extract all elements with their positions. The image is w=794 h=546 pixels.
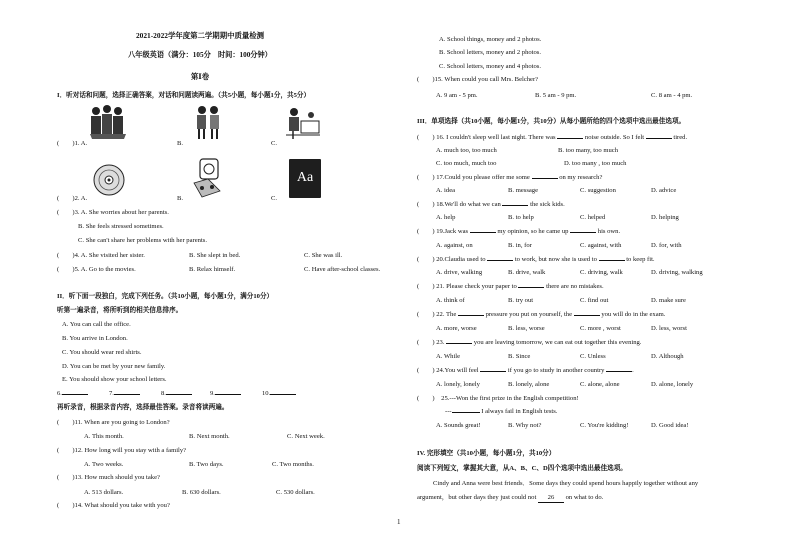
q5-c: C. Have after-school classes. — [304, 266, 381, 273]
q5-a: ( )5. A. Go to the movies. — [57, 266, 136, 273]
blank-10-num: 10. — [262, 390, 271, 397]
s2-option-b: B. You arrive in London. — [62, 335, 128, 342]
q4-a: ( )4. A. She visited her sister. — [57, 252, 145, 259]
answer-blank-9[interactable] — [210, 389, 241, 398]
q17 — [417, 173, 602, 182]
q18-b: B. to help — [508, 214, 534, 221]
q1-c-label: C. — [271, 140, 278, 147]
cloze-blank-26[interactable]: 26 — [538, 493, 564, 503]
q24-c: C. alone, alone — [580, 381, 620, 388]
q13-c: C. 530 dollars. — [276, 489, 315, 496]
people-group-picture — [88, 103, 128, 141]
q21-blank[interactable] — [518, 287, 544, 288]
q21-text-2: there are no mistakes. — [546, 283, 604, 290]
q16-blank-2[interactable] — [646, 138, 672, 139]
q19-d: D. for, with — [651, 242, 682, 249]
q23-text-2: you are leaving tomorrow, we can eat out together this evening. — [473, 339, 642, 346]
q20-text-1: ( ) 20.Claudia used to — [417, 256, 486, 263]
q3-a: ( )3. A. She worries about her parents. — [57, 209, 169, 216]
q13-a: A. 513 dollars. — [84, 489, 124, 496]
q16 — [417, 133, 687, 142]
passage-text-1: argument，but other days they just could not — [417, 494, 537, 501]
q23-d: D. Although — [651, 353, 684, 360]
q11-a: A. This month. — [84, 433, 124, 440]
q17-text-2: on my research? — [559, 174, 603, 181]
q2-label: ( )2. A. — [57, 195, 88, 202]
q20-blank-1[interactable] — [487, 260, 513, 261]
q20-a: A. drive, walking — [436, 269, 483, 276]
passage-line-2 — [417, 493, 603, 503]
s2-option-d: D. You can be met by your new family. — [62, 363, 166, 370]
q20 — [417, 255, 655, 264]
q18-text-1: ( ) 18.We'll do what we can — [417, 201, 501, 208]
q19-a: A. against, on — [436, 242, 473, 249]
q18 — [417, 200, 565, 209]
q18-text-2: the sick kids. — [530, 201, 565, 208]
q2-b-label: B. — [177, 195, 184, 202]
q22-c: C. more , worst — [580, 325, 621, 332]
exam-subtitle: 八年级英语（满分：105分 时间：100分钟） — [128, 51, 272, 59]
q19-text-1: ( ) 19.Jack was — [417, 228, 469, 235]
blank-8-num: 8. — [161, 390, 166, 397]
q16-c: C. too much, much too — [436, 160, 497, 167]
q23-blank[interactable] — [446, 343, 472, 344]
q17-a: A. idea — [436, 187, 456, 194]
section-2-header: II．听下面一段独白，完成下列任务。（共10小题，每小题1分，满分10分） — [57, 293, 274, 300]
cd-disc-picture — [92, 163, 126, 197]
q25-c: C. You're kidding! — [580, 422, 629, 429]
q11-b: B. Next month. — [189, 433, 230, 440]
answer-blank-10[interactable] — [262, 389, 296, 398]
q21-d: D. make sure — [651, 297, 686, 304]
right-page — [397, 0, 794, 546]
q21-b: B. try out — [508, 297, 534, 304]
s2-option-e: E. You should show your school letters. — [62, 376, 167, 383]
q17-d: D. advice — [651, 187, 677, 194]
q24 — [417, 366, 634, 375]
q12-c: C. Two months. — [272, 461, 314, 468]
q25-blank[interactable] — [452, 412, 480, 413]
q13-b: B. 630 dollars. — [182, 489, 221, 496]
q11-c: C. Next week. — [287, 433, 325, 440]
q4-c: C. She was ill. — [304, 252, 343, 259]
q23-c: C. Unless — [580, 353, 606, 360]
q20-b: B. drive, walk — [508, 269, 546, 276]
q20-text-2: to work, but now she is used to — [514, 256, 597, 263]
q18-a: A. help — [436, 214, 456, 221]
page-number: 1 — [397, 518, 401, 526]
q12-b: B. Two days. — [189, 461, 224, 468]
q23-text-1: ( ) 23. — [417, 339, 445, 346]
q23 — [417, 338, 641, 347]
q19-b: B. in, for — [508, 242, 532, 249]
q25-b: B. Why not? — [508, 422, 542, 429]
section-3-header: III．单项选择（共10小题，每小题1分，共10分）从每小题所给的四个选项中选出最佳选项。 — [417, 118, 686, 125]
q20-c: C. driving, walk — [580, 269, 623, 276]
q24-text-1: ( ) 24.You will feel — [417, 367, 479, 374]
q22-text-2: pressure you put on yourself, the — [485, 311, 572, 318]
q24-text-2: if you go to study in another country — [507, 367, 605, 374]
q24-d: D. alone, lonely — [651, 381, 694, 388]
q3-b: B. She feels stressed sometimes. — [78, 223, 164, 230]
q14: ( )14. What should you take with you? — [57, 502, 170, 509]
section-4-header: IV. 完形填空（共10小题，每小题1分，共10分） — [417, 450, 556, 457]
q22-a: A. more, worse — [436, 325, 477, 332]
q15: ( )15. When could you call Mrs. Belcher? — [417, 76, 539, 83]
q25-text-3: I always fail in English tests. — [481, 408, 558, 415]
q13: ( )13. How much should you take? — [57, 474, 160, 481]
q16-blank-1[interactable] — [557, 138, 583, 139]
q22-text-1: ( ) 22. The — [417, 311, 457, 318]
q18-c: C. helped — [580, 214, 606, 221]
answer-blank-8[interactable] — [161, 389, 192, 398]
q21-a: A. think of — [436, 297, 465, 304]
q16-b: B. too many, too much — [558, 147, 619, 154]
q18-blank[interactable] — [502, 205, 528, 206]
q19-text-3: his own. — [597, 228, 621, 235]
blank-9-num: 9. — [210, 390, 215, 397]
q1-b-label: B. — [177, 140, 184, 147]
q17-blank[interactable] — [532, 178, 558, 179]
q23-a: A. While — [436, 353, 461, 360]
q21-text-1: ( ) 21. Please check your paper to — [417, 283, 517, 290]
passage-text-2: on what to do. — [565, 494, 604, 501]
exam-title: 2021-2022学年度第二学期期中质量检测 — [135, 31, 265, 40]
q20-blank-2[interactable] — [599, 260, 625, 261]
q24-blank-2[interactable] — [606, 371, 632, 372]
section-2-task: 听第一遍录音，将所听到的相关信息排序。 — [57, 307, 183, 314]
q19 — [417, 227, 620, 236]
dictionary-book-picture — [289, 159, 321, 198]
q16-text-1: ( ) 16. I couldn't sleep well last night. There was — [417, 134, 556, 141]
q3-c: C. She can't share her problems with her parents. — [78, 237, 207, 244]
s2-option-a: A. You can call the office. — [62, 321, 131, 328]
q18-d: D. helping — [651, 214, 679, 221]
q2-c-label: C. — [271, 195, 278, 202]
blank-7-num: 7. — [109, 390, 114, 397]
blank-6-num: 6. — [57, 390, 62, 397]
q12: ( )12. How long will you stay with a family? — [57, 447, 187, 454]
doctor-visit-picture — [284, 105, 322, 141]
q22 — [417, 310, 665, 319]
q16-text-3: tired. — [673, 134, 688, 141]
q22-blank-1[interactable] — [458, 315, 484, 316]
q15-a: A. 9 am - 5 pm. — [436, 92, 478, 99]
q24-b: B. lonely, alone — [508, 381, 550, 388]
section-2-task-2: 再听录音，根据录音内容，选择最佳答案。录音将读两遍。 — [57, 404, 229, 411]
q16-text-2: noise outside. So I felt — [584, 134, 645, 141]
q17-c: C. suggestion — [580, 187, 616, 194]
q19-blank-1[interactable] — [470, 232, 496, 233]
answer-blank-6[interactable] — [57, 389, 88, 398]
q16-d: D. too many , too much — [564, 160, 627, 167]
q22-b: B. less, worse — [508, 325, 545, 332]
q21 — [417, 282, 604, 291]
q25-a: A. Sounds great! — [436, 422, 481, 429]
answer-blank-7[interactable] — [109, 389, 140, 398]
q25-dash: --- — [445, 408, 452, 415]
q25-line-2 — [445, 407, 557, 416]
q12-a: A. Two weeks. — [84, 461, 124, 468]
q19-c: C. against, with — [580, 242, 622, 249]
q25-line-1: ( ) 25.---Won the first prize in the English competition! — [417, 395, 579, 402]
q24-a: A. lonely, lonely — [436, 381, 480, 388]
q25-d: D. Good idea! — [651, 422, 689, 429]
q17-b: B. message — [508, 187, 539, 194]
q22-text-3: you will do in the exam. — [601, 311, 666, 318]
q15-c: C. 8 am - 4 pm. — [651, 92, 693, 99]
q22-d: D. less, worst — [651, 325, 687, 332]
book-label: Aa — [296, 170, 314, 185]
q4-b: B. She slept in bed. — [189, 252, 241, 259]
q15-b: B. 5 am - 9 pm. — [535, 92, 577, 99]
q1-label: ( )1. A. — [57, 140, 88, 147]
q19-blank-2[interactable] — [570, 232, 596, 233]
q24-text-3: . — [632, 367, 634, 374]
passage-line-1: Cindy and Anna were best friends．Some days they could spend hours happily together without any — [433, 480, 699, 487]
q14-a: A. School things, money and 2 photos. — [439, 36, 542, 43]
q19-text-2: my opinion, so he came up — [497, 228, 569, 235]
q20-d: D. driving, walking — [651, 269, 703, 276]
q11: ( )11. When are you going to London? — [57, 419, 170, 426]
q21-c: C. find out — [580, 297, 609, 304]
q14-c: C. School letters, money and 4 photos. — [439, 63, 542, 70]
section-1-header: I．听对话和问题，选择正确答案，对话和问题读两遍。（共5小题，每小题1分，共5分） — [57, 92, 311, 99]
q23-b: B. Since — [508, 353, 531, 360]
volume-title: 第Ⅰ卷 — [190, 72, 210, 81]
q20-text-3: to keep fit. — [626, 256, 655, 263]
two-people-picture — [193, 104, 223, 140]
q5-b: B. Relax himself. — [189, 266, 236, 273]
q14-b: B. School letters, money and 2 photos. — [439, 49, 542, 56]
section-4-task: 阅读下列短文，掌握其大意，从A、B、C、D四个选项中选出最佳选项。 — [417, 465, 627, 472]
s2-option-c: C. You should wear red shirts. — [62, 349, 142, 356]
q24-blank-1[interactable] — [480, 371, 506, 372]
q17-text-1: ( ) 17.Could you please offer me some — [417, 174, 530, 181]
q16-a: A. much too, too much — [436, 147, 497, 154]
q22-blank-2[interactable] — [574, 315, 600, 316]
cassette-player-picture — [188, 157, 226, 199]
